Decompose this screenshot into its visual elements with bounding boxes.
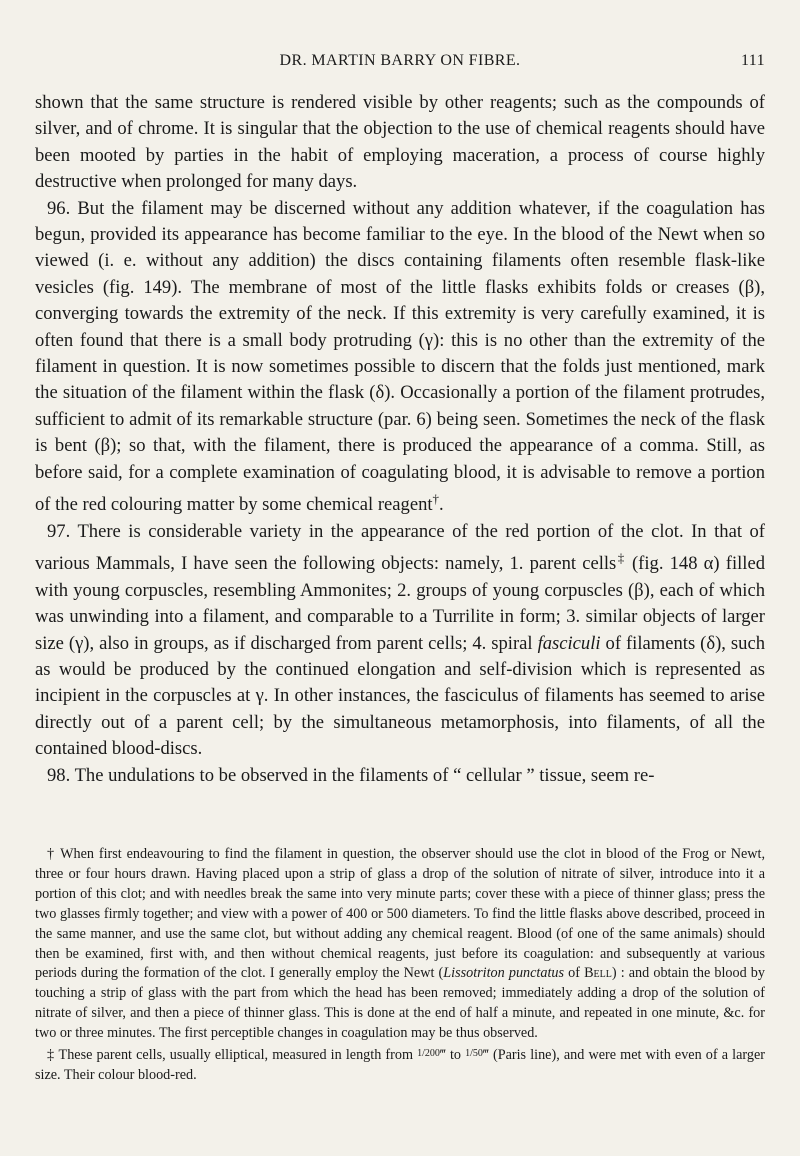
paragraph-number: 98. [47,764,71,786]
fraction: 1/200 [417,1048,440,1060]
paragraph-97 [35,519,765,763]
footnote-mark: † [47,846,56,862]
species-name: Lissotriton punctatus [443,965,565,982]
paragraph-text: But the filament may be discerned without any addition whatever, if the coagulation has begun, provided its appearance has become familiar to the eye. In the blood of the Newt when so viewed (i. e. without any addition) the discs containing filaments often resemble flask-like vesicles (fig. 149). The membrane of most of the little flasks exhibits folds or creases (β), converging towards the extremity of the neck. If this extremity is very carefully examined, it is often found that there is a small body protruding (γ): this is no other than the extremity of the filament in question. It is now sometimes possible to discern that the folds just mentioned, mark the situation of the filament within the flask (δ). Occasionally a portion of the filament protrudes, sufficient to admit of its remarkable structure (par. 6) being seen. Sometimes the neck of the flask is bent (β); so that, with the filament, there is produced the appearance of a comma. Still, as before said, for a complete examination of coagulating blood, it is advisable to remove a portion of the red colouring matter by some chemical reagent [35,197,765,516]
paragraph-98 [35,763,765,789]
author-name: Bell [584,965,612,982]
fraction: 1/50 [465,1048,483,1060]
paragraph-text: shown that the same structure is rendered visible by other reagents; such as the compounds of silver, and of chrome. It is singular that the objection to the use of chemical reagents should have been mooted by parties in the habit of employing maceration, a process of course highly destructive when prolonged for many days. [35,92,765,193]
italic-term: fasciculi [537,632,601,654]
footnote-text: to [445,1047,466,1064]
page-number: 111 [740,52,765,69]
paragraph-number: 96. [47,197,71,219]
paragraph-text: There is considerable variety in the appearance of the red portion of the clot. In that of various Mammals, I have seen the following objects: namely, 1. parent cells [35,520,765,575]
paragraph-text: The undulations to be observed in the filaments of “ cellular ” tissue, seem re- [74,764,655,786]
footnote-double-dagger [35,1044,765,1086]
main-text [35,90,765,789]
footnote-text: (Paris line), and were met with even of a larger size. Their colour blood-red. [35,1047,765,1083]
footnote-ref-dagger: † [432,491,440,507]
footnote-text: of [564,965,585,982]
paragraph-number: 97. [47,520,71,542]
footnote-text: ) : and obtain the blood by touching a strip of glass with the part from which the head has been removed; immediately adding a drop of the solution of nitrate of silver, and then a piece of thinner glass. This is done at the end of half a minute, and repeated in one minute, &c. for two or three minutes. The first perceptible changes in coagulation may be thus observed. [35,965,765,1042]
footnote-text: When first endeavouring to find the filament in question, the observer should use the clot in blood of the Frog or Newt, three or four hours drawn. Having placed upon a strip of glass a drop of the solution of nitrate of silver, introduce into it a portion of this clot; and with needles break the same into very minute parts; cover these with a piece of thinner glass; press the two glasses firmly together; and view with a power of 400 or 500 diameters. To find the little flasks above described, proceed in the same manner, and use the same clot, but without adding any chemical reagent. Blood (of one of the same animals) should then be examined, first with, and then without chemical reagents, just before its coagulation: and subsequently at various periods during the formation of the clot. I generally employ the Newt ( [35,846,766,982]
paragraph-text: of filaments (δ), such as would be produced by the continued elongation and self-division which is represented as incipient in the corpuscles at γ. In other instances, the fasciculus of filaments has seemed to arise directly out of a parent cell; by the simultaneous metamorphosis, into filaments, of all the contained blood-discs. [35,632,765,760]
footnote-ref-double-dagger: ‡ [616,550,626,566]
footnote-text: These parent cells, usually elliptical, measured in length from [54,1047,418,1064]
running-header [35,52,765,76]
footnotes [35,845,765,1086]
paragraph-96 [35,196,765,519]
paragraph-text: . [439,494,444,516]
footnote-mark: ‡ [47,1047,55,1064]
footnote-dagger [35,845,765,1044]
unit-mark: ‴ [439,1047,446,1064]
paragraph-text: (fig. 148 α) filled with young corpuscles, resembling Ammonites; 2. groups of young corpuscles (β), each of which was unwinding into a filament, and comparable to a Turrilite in form; 3. similar objects of larger size (γ), also in groups, as if discharged from parent cells; 4. spiral [35,553,765,654]
running-title: DR. MARTIN BARRY ON FIBRE. [279,52,521,69]
unit-mark: ‴ [482,1047,489,1064]
paragraph-continued [35,90,765,196]
